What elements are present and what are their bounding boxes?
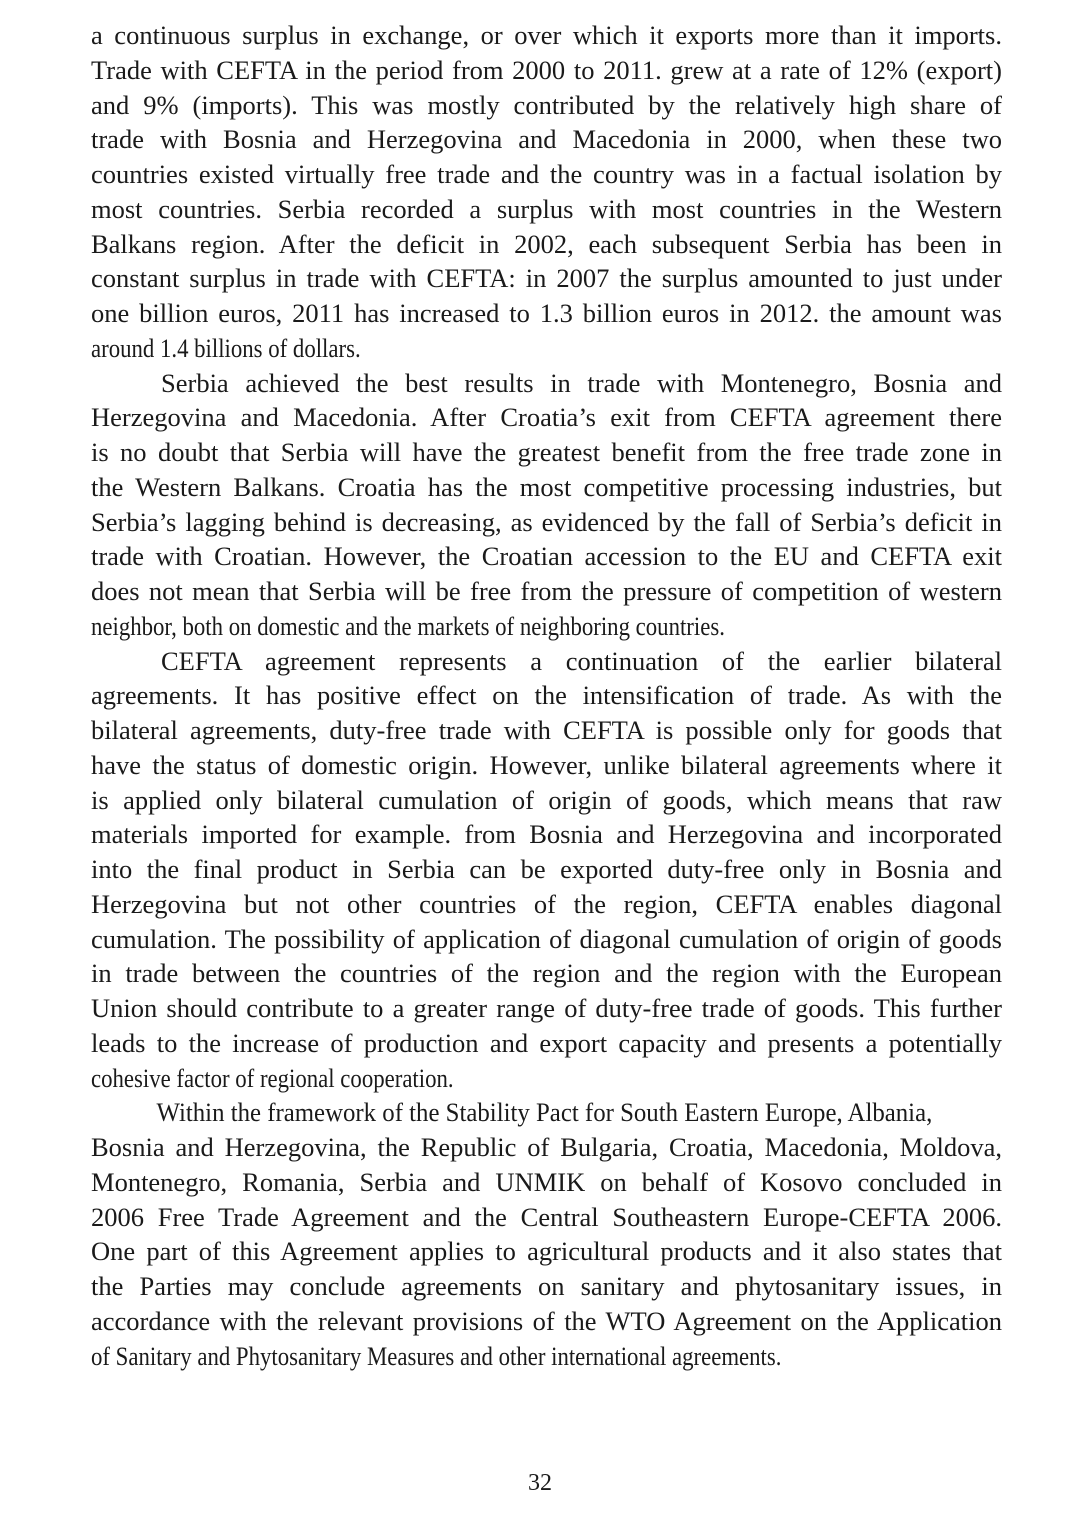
paragraph-4 (91, 1095, 1002, 1373)
text-line: of Sanitary and Phytosanitary Measures and other international agreements. (91, 1340, 782, 1371)
text-line: Union should contribute to a greater range of duty-free trade of goods. This further (91, 993, 1002, 1023)
text-line: leads to the increase of production and export capacity and presents a potentially (91, 1027, 1002, 1058)
text-line: the Parties may conclude agreements on sanitary and phytosanitary issues, in (91, 1271, 1002, 1301)
text-line: Herzegovina but not other countries of the region, CEFTA enables diagonal (91, 888, 1002, 919)
body-text (91, 18, 1002, 1373)
text-line: trade with Bosnia and Herzegovina and Macedonia in 2000, when these two (91, 124, 1002, 155)
text-line: Serbia achieved the best results in trade with Montenegro, Bosnia and (161, 367, 1002, 398)
text-line: is applied only bilateral cumulation of origin of goods, which means that raw (91, 784, 1002, 815)
text-line: the Western Balkans. Croatia has the most competitive processing industries, but (91, 471, 1002, 502)
text-line: bilateral agreements, duty-free trade with CEFTA is possible only for goods that (91, 715, 1002, 745)
text-line: accordance with the relevant provisions of the WTO Agreement on the Application (91, 1305, 1002, 1336)
text-line: a continuous surplus in exchange, or over which it exports more than it imports. (91, 20, 1002, 50)
text-line: trade with Croatian. However, the Croatian accession to the EU and CEFTA exit (91, 541, 1002, 572)
text-line: Within the framework of the Stability Pact for South Eastern Europe, Albania, (156, 1097, 933, 1128)
text-line: Herzegovina and Macedonia. After Croatia’s exit from CEFTA agreement there (91, 402, 1002, 433)
text-line: materials imported for example. from Bosnia and Herzegovina and incorporated (91, 819, 1002, 850)
text-line: and 9% (imports). This was mostly contributed by the relatively high share of (91, 89, 1002, 120)
text-line: cumulation. The possibility of application of diagonal cumulation of origin of goods (91, 923, 1002, 954)
text-line: around 1.4 billions of dollars. (91, 332, 361, 363)
text-line: into the final product in Serbia can be exported duty-free only in Bosnia and (91, 854, 1002, 884)
text-line: Trade with CEFTA in the period from 2000 to 2011. grew at a rate of 12% (export) (91, 54, 1002, 85)
text-line: in trade between the countries of the region and the region with the European (91, 958, 1002, 989)
text-line: Serbia’s lagging behind is decreasing, as evidenced by the fall of Serbia’s deficit in (91, 506, 1002, 537)
text-line: one billion euros, 2011 has increased to 1.3 billion euros in 2012. the amount was (91, 298, 1002, 328)
text-line: most countries. Serbia recorded a surplus with most countries in the Western (91, 193, 1002, 224)
text-line: have the status of domestic origin. However, unlike bilateral agreements where it (91, 749, 1002, 780)
text-line: 2006 Free Trade Agreement and the Central Southeastern Europe-CEFTA 2006. (91, 1201, 1002, 1232)
text-line: cohesive factor of regional cooperation. (91, 1062, 454, 1093)
page-number: 32 (528, 1470, 552, 1496)
text-line: countries existed virtually free trade and the country was in a factual isolation by (91, 159, 1002, 189)
text-line: does not mean that Serbia will be free from the pressure of competition of western (91, 576, 1002, 606)
text-line: Montenegro, Romania, Serbia and UNMIK on behalf of Kosovo concluded in (91, 1166, 1002, 1197)
text-line: agreements. It has positive effect on the intensification of trade. As with the (91, 680, 1002, 711)
paragraph-1 (91, 18, 1002, 366)
text-line: neighbor, both on domestic and the markets of neighboring countries. (91, 610, 725, 641)
text-line: Balkans region. After the deficit in 2002, each subsequent Serbia has been in (91, 228, 1002, 259)
text-line: One part of this Agreement applies to agricultural products and it also states that (91, 1236, 1002, 1267)
text-line: is no doubt that Serbia will have the greatest benefit from the free trade zone in (91, 437, 1002, 467)
text-line: constant surplus in trade with CEFTA: in 2007 the surplus amounted to just under (91, 263, 1002, 294)
paragraph-3 (91, 644, 1002, 1096)
paragraph-2 (91, 366, 1002, 644)
text-line: CEFTA agreement represents a continuation of the earlier bilateral (161, 645, 1002, 676)
text-line: Bosnia and Herzegovina, the Republic of Bulgaria, Croatia, Macedonia, Moldova, (91, 1132, 1002, 1162)
